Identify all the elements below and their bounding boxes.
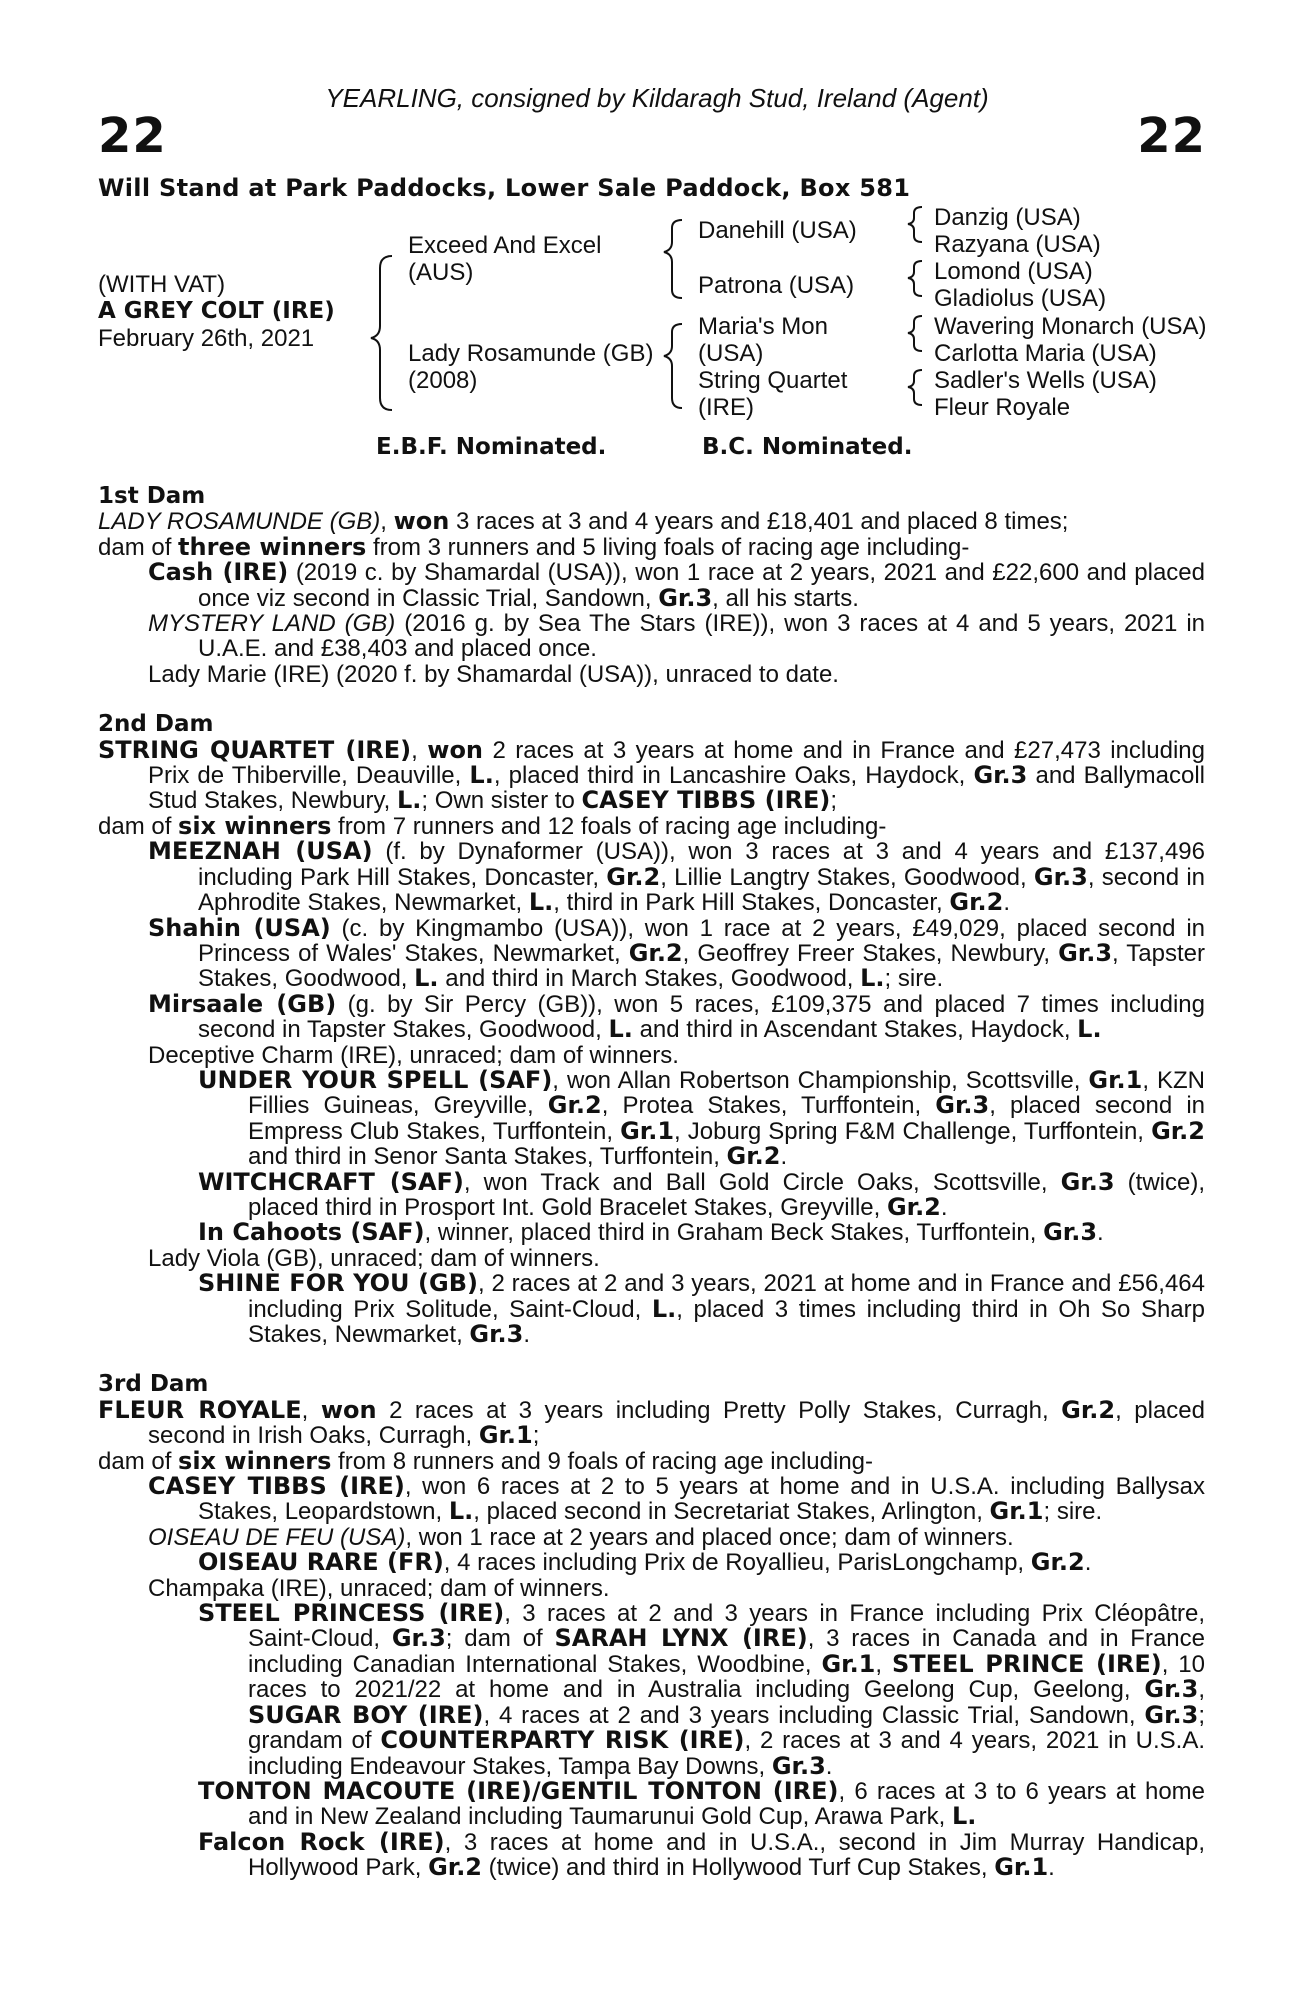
- sire-sire: Danehill (USA): [698, 217, 857, 244]
- text-run: .: [780, 1143, 788, 1171]
- third-dam-heading: 3rd Dam: [98, 1371, 209, 1398]
- text-run: ; sire.: [1043, 1498, 1103, 1526]
- text-run: (c. by Kingmambo (USA)), won 1 race at 2 years, £49,029, placed second in Princess of Wales' Stakes, Newmarket,: [198, 914, 1205, 967]
- bold-run: MEEZNAH (USA): [148, 837, 373, 866]
- bold-run: L.: [951, 1802, 977, 1831]
- grand-produce-entry: [98, 1220, 1205, 1245]
- bold-run: Gr.2: [1061, 1395, 1116, 1424]
- lot-number-left: 22: [98, 108, 167, 164]
- text-run: from 7 runners and 12 foals of racing age including-: [331, 812, 887, 840]
- bracket-ds: [908, 316, 922, 351]
- text-run: 3 races at 3 and 4 years and £18,401 and placed 8 times;: [449, 508, 1069, 536]
- bold-run: L.: [414, 964, 439, 993]
- bold-run: Gr.3: [1060, 1167, 1115, 1196]
- sd-sire: Lomond (USA): [934, 258, 1093, 285]
- produce-entry: [98, 1246, 1205, 1271]
- text-run: Lady Marie (IRE) (2020 f. by Shamardal (USA)), unraced to date.: [148, 660, 839, 688]
- text-run: .: [1048, 1854, 1055, 1882]
- text-run: , won 1 race at 2 years and placed once; dam of winners.: [405, 1523, 1014, 1551]
- text-run: ;: [830, 787, 838, 815]
- text-run: from 3 runners and 5 living foals of racing age including-: [366, 533, 970, 561]
- bold-run: won: [427, 735, 484, 764]
- bold-run: Gr.3: [1043, 1218, 1098, 1247]
- bold-run: Gr.3: [1144, 1675, 1199, 1704]
- dd-dam: Fleur Royale: [934, 394, 1071, 421]
- second-dam-produce-summary: [98, 811, 1205, 840]
- lot-number-right: 22: [1137, 108, 1206, 164]
- dam-line-1: Lady Rosamunde (GB): [408, 340, 654, 367]
- first-dam-produce-summary: [98, 532, 1205, 561]
- bold-run: won: [320, 1395, 377, 1424]
- bold-run: L.: [860, 964, 885, 993]
- dd-sire: Sadler's Wells (USA): [934, 367, 1157, 394]
- text-run: (g. by Sir Percy (GB)), won 5 races, £109,375 and placed 7 times including second in Tapster Stakes, Goodwood,: [198, 990, 1205, 1044]
- text-run: , 3 races in Canada and in France including Canadian International Stakes, Woodbine,: [248, 1625, 1206, 1678]
- text-run: , 6 races at 3 to 6 years at home and in New Zealand including Taumarunui Gold Cup, Arawa Park,: [248, 1777, 1206, 1831]
- foaling-date: February 26th, 2021: [98, 325, 315, 352]
- ss-sire: Danzig (USA): [934, 204, 1081, 231]
- grand-produce-entry: [98, 1827, 1205, 1882]
- text-run: from 8 runners and 9 foals of racing age including-: [331, 1447, 874, 1475]
- text-run: , won Track and Ball Gold Circle Oaks, Scottsville,: [463, 1168, 1061, 1196]
- text-run: , all his starts.: [712, 584, 859, 612]
- bold-run: Gr.3: [771, 1751, 826, 1780]
- bold-run: Gr.1: [620, 1116, 675, 1145]
- text-run: , won Allan Robertson Championship, Scottsville,: [552, 1066, 1089, 1094]
- text-run: , Joburg Spring F&M Challenge, Turffontein,: [674, 1117, 1152, 1145]
- text-run: .: [1097, 1219, 1104, 1247]
- text-run: ,: [411, 736, 428, 764]
- bold-run: Gr.2: [547, 1091, 602, 1120]
- text-run: ,: [875, 1650, 892, 1678]
- ds-sire: Wavering Monarch (USA): [934, 313, 1207, 340]
- text-run: .: [825, 1752, 833, 1780]
- produce-entry: [98, 662, 1205, 687]
- grand-produce-entry: [98, 1550, 1205, 1575]
- bold-run: L.: [469, 761, 494, 790]
- bold-run: CASEY TIBBS (IRE): [148, 1472, 405, 1501]
- dam-sire-line-1: Maria's Mon: [698, 313, 828, 340]
- produce-entry: [98, 560, 1205, 611]
- bold-run: STEEL PRINCE (IRE): [891, 1649, 1162, 1678]
- text-run: and Ballymacoll Stud Stakes, Newbury,: [148, 762, 1205, 815]
- text-run: , 2 races at 3 and 4 years, 2021 in U.S.A. including Endeavour Stakes, Tampa Bay Downs,: [248, 1727, 1205, 1780]
- bold-run: Gr.1: [478, 1421, 533, 1450]
- text-run: , second in Aphrodite Stakes, Newmarket,: [198, 863, 1206, 917]
- vat-note: (WITH VAT): [98, 271, 226, 298]
- text-run: Champaka (IRE), unraced; dam of winners.: [148, 1574, 610, 1602]
- bracket-sire: [664, 220, 682, 298]
- dam-sire-line-2: (USA): [698, 340, 764, 367]
- text-run: , placed second in Secretariat Stakes, Arlington,: [473, 1498, 990, 1526]
- text-run: Deceptive Charm (IRE), unraced; dam of winners.: [148, 1041, 679, 1069]
- produce-entry: [98, 1474, 1205, 1525]
- bold-run: Mirsaale (GB): [148, 989, 337, 1018]
- bold-run: SUGAR BOY (IRE): [248, 1700, 484, 1729]
- text-run: ,: [380, 508, 394, 536]
- text-run: 2 races at 3 years including Pretty Polly Stakes, Curragh,: [376, 1396, 1062, 1424]
- bold-run: OISEAU RARE (FR): [198, 1548, 444, 1577]
- bold-run: six winners: [178, 811, 332, 840]
- bold-run: three winners: [178, 532, 367, 561]
- text-run: ; Own sister to: [421, 787, 582, 815]
- bold-run: Gr.3: [469, 1320, 524, 1348]
- text-run: .: [523, 1321, 531, 1348]
- bold-run: Cash (IRE): [148, 558, 289, 587]
- bracket-horse: [371, 256, 392, 410]
- grand-produce-entry: [98, 1776, 1206, 1831]
- bold-run: Gr.2: [428, 1853, 483, 1882]
- text-run: , placed third in Lancashire Oaks, Haydock,: [493, 762, 974, 790]
- text-run: , third in Park Hill Stakes, Doncaster,: [553, 889, 950, 917]
- bold-run: L.: [1077, 1015, 1102, 1044]
- bold-run: STRING QUARTET (IRE): [98, 735, 412, 764]
- stand-location: Will Stand at Park Paddocks, Lower Sale Paddock, Box 581: [98, 174, 911, 202]
- bold-run: L.: [608, 1015, 633, 1044]
- text-run: , won 6 races at 2 to 5 years at home and in U.S.A. including Ballysax Stakes, Leopardstown,: [198, 1473, 1205, 1526]
- text-run: (twice), placed third in Prosport Int. Gold Bracelet Stakes, Greyville,: [248, 1168, 1206, 1221]
- grand-produce-entry: [98, 1271, 1205, 1347]
- bold-run: STEEL PRINCESS (IRE): [198, 1599, 505, 1628]
- text-run: , placed second in Irish Oaks, Curragh,: [148, 1396, 1205, 1450]
- bold-run: Gr.1: [821, 1649, 876, 1678]
- third-dam-entry: [98, 1395, 1205, 1450]
- italic-run: OISEAU DE FEU (USA): [148, 1523, 406, 1551]
- bold-run: Gr.2: [628, 938, 683, 967]
- text-run: , winner, placed third in Graham Beck Stakes, Turffontein,: [424, 1219, 1044, 1247]
- bold-run: Gr.3: [658, 583, 713, 612]
- bold-run: Gr.1: [1088, 1065, 1143, 1094]
- text-run: , placed second in Empress Club Stakes, Turffontein,: [248, 1092, 1206, 1145]
- produce-entry: [98, 611, 1205, 662]
- bold-run: Gr.3: [935, 1091, 990, 1120]
- third-dam-produce-summary: [98, 1446, 1205, 1475]
- text-run: (f. by Dynaformer (USA)), won 3 races at 3 and 4 years and £137,496 including Park Hill Stakes, Doncaster,: [198, 838, 1205, 891]
- text-run: Lady Viola (GB), unraced; dam of winners.: [148, 1244, 600, 1272]
- bc-nominated: B.C. Nominated.: [702, 434, 913, 460]
- text-run: , 4 races at 2 and 3 years including Classic Trial, Sandown,: [483, 1701, 1145, 1729]
- text-run: , Protea Stakes, Turffontein,: [601, 1092, 936, 1120]
- bold-run: SARAH LYNX (IRE): [554, 1624, 808, 1653]
- bold-run: won: [393, 507, 450, 536]
- bold-run: Gr.3: [1144, 1700, 1199, 1729]
- bold-run: COUNTERPARTY RISK (IRE): [380, 1726, 745, 1755]
- bold-run: Gr.2: [726, 1142, 781, 1171]
- text-run: ; sire.: [884, 965, 944, 993]
- text-run: , Geoffrey Freer Stakes, Newbury,: [682, 939, 1059, 967]
- produce-entry: [98, 839, 1205, 915]
- bold-run: FLEUR ROYALE: [98, 1395, 302, 1424]
- sire-line-2: (AUS): [408, 259, 474, 286]
- text-run: .: [1003, 889, 1010, 917]
- text-run: ;: [532, 1422, 540, 1450]
- text-run: .: [940, 1193, 948, 1221]
- text-run: 2 races at 3 years at home and in France and £27,473 including Prix de Thiberville, Deauville,: [148, 736, 1205, 790]
- sire-line-1: Exceed And Excel: [408, 232, 602, 259]
- bold-run: Gr.1: [989, 1497, 1044, 1526]
- bold-run: Gr.2: [949, 888, 1004, 917]
- bracket-ss: [908, 207, 922, 242]
- bold-run: SHINE FOR YOU (GB): [198, 1269, 478, 1298]
- italic-run: LADY ROSAMUNDE (GB): [98, 508, 381, 536]
- dam-dam-line-2: (IRE): [698, 394, 754, 421]
- text-run: , 4 races including Prix de Royallieu, ParisLongchamp,: [443, 1549, 1031, 1577]
- grand-produce-entry: [98, 1601, 1205, 1779]
- bracket-dd: [908, 370, 922, 405]
- text-run: dam of: [98, 1447, 179, 1475]
- bold-run: UNDER YOUR SPELL (SAF): [198, 1065, 553, 1094]
- second-dam-heading: 2nd Dam: [98, 711, 214, 738]
- bold-run: L.: [397, 786, 422, 815]
- bold-run: WITCHCRAFT (SAF): [198, 1167, 464, 1196]
- bold-run: six winners: [178, 1446, 332, 1475]
- produce-entry: [98, 913, 1206, 993]
- produce-entry: [98, 1576, 1205, 1601]
- italic-run: MYSTERY LAND (GB): [148, 610, 396, 638]
- text-run: ,: [1198, 1676, 1205, 1704]
- grand-produce-entry: [98, 1167, 1206, 1221]
- text-run: ,: [301, 1396, 321, 1424]
- dam-line-2: (2008): [408, 367, 478, 394]
- bold-run: Gr.3: [973, 761, 1028, 790]
- bold-run: Gr.2: [886, 1192, 941, 1221]
- bold-run: CASEY TIBBS (IRE): [581, 786, 831, 815]
- first-dam-heading: 1st Dam: [98, 483, 206, 509]
- produce-entry: [98, 1043, 1205, 1068]
- bracket-sd: [908, 261, 922, 296]
- consignor-subtitle: YEARLING, consigned by Kildaragh Stud, Ireland (Agent): [325, 83, 989, 113]
- bold-run: Gr.3: [1033, 862, 1088, 891]
- sd-dam: Gladiolus (USA): [934, 285, 1107, 312]
- text-run: (2019 c. by Shamardal (USA)), won 1 race at 2 years, 2021 and £22,600 and placed once viz second in Classic Trial, Sandown,: [198, 559, 1206, 612]
- produce-entry: [98, 989, 1205, 1044]
- ss-dam: Razyana (USA): [934, 231, 1101, 258]
- produce-entry: [98, 1525, 1205, 1550]
- bold-run: Gr.2: [1030, 1548, 1085, 1577]
- bold-run: Gr.2: [606, 862, 661, 891]
- text-run: , KZN Fillies Guineas, Greyville,: [248, 1066, 1205, 1120]
- bold-run: In Cahoots (SAF): [198, 1218, 425, 1247]
- ebf-nominated: E.B.F. Nominated.: [376, 434, 607, 460]
- text-run: ; grandam of: [248, 1701, 1205, 1755]
- text-run: and third in Ascendant Stakes, Haydock,: [632, 1016, 1078, 1044]
- bracket-dam: [664, 324, 682, 408]
- first-dam-entry: [98, 509, 1205, 534]
- bold-run: Gr.3: [1058, 938, 1113, 967]
- text-run: and third in March Stakes, Goodwood,: [438, 965, 861, 993]
- text-run: and third in Senor Santa Stakes, Turffontein,: [248, 1143, 727, 1171]
- second-dam-entry: [98, 735, 1205, 815]
- sire-dam: Patrona (USA): [698, 272, 855, 299]
- ds-dam: Carlotta Maria (USA): [934, 340, 1157, 367]
- text-run: dam of: [98, 533, 179, 561]
- dam-dam-line-1: String Quartet: [698, 367, 848, 394]
- text-run: , Tapster Stakes, Goodwood,: [198, 939, 1206, 993]
- bold-run: Gr.3: [391, 1624, 446, 1653]
- grand-produce-entry: [98, 1065, 1206, 1171]
- bold-run: Gr.2: [1151, 1116, 1205, 1145]
- text-run: , 3 races at home and in U.S.A., second in Jim Murray Handicap, Hollywood Park,: [248, 1828, 1205, 1882]
- family-notes: [98, 484, 1205, 1881]
- text-run: dam of: [98, 812, 179, 840]
- text-run: , placed 3 times including third in Oh So Sharp Stakes, Newmarket,: [248, 1295, 1205, 1348]
- bold-run: Shahin (USA): [148, 913, 331, 942]
- bold-run: Gr.1: [994, 1853, 1049, 1882]
- text-run: (twice) and third in Hollywood Turf Cup Stakes,: [482, 1854, 995, 1882]
- text-run: , Lillie Langtry Stakes, Goodwood,: [660, 863, 1034, 891]
- text-run: , 10 races to 2021/22 at home and in Australia including Geelong Cup, Geelong,: [248, 1650, 1206, 1704]
- text-run: , 2 races at 2 and 3 years, 2021 at home and in France and £56,464 including Prix Solitude, Saint-Cloud,: [248, 1270, 1205, 1323]
- text-run: ; dam of: [445, 1625, 555, 1653]
- horse-name: A GREY COLT (IRE): [98, 298, 335, 324]
- bold-run: L.: [528, 888, 554, 917]
- text-run: , 3 races at 2 and 3 years in France including Prix Cléopâtre, Saint-Cloud,: [248, 1600, 1205, 1653]
- bold-run: Falcon Rock (IRE): [198, 1827, 445, 1856]
- text-run: (2016 g. by Sea The Stars (IRE)), won 3 races at 4 and 5 years, 2021 in U.A.E. and £38,403 and placed once.: [198, 610, 1205, 663]
- bold-run: L.: [448, 1497, 474, 1526]
- text-run: .: [1084, 1549, 1092, 1577]
- bold-run: L.: [651, 1294, 677, 1323]
- bold-run: TONTON MACOUTE (IRE)/GENTIL TONTON (IRE): [198, 1776, 839, 1805]
